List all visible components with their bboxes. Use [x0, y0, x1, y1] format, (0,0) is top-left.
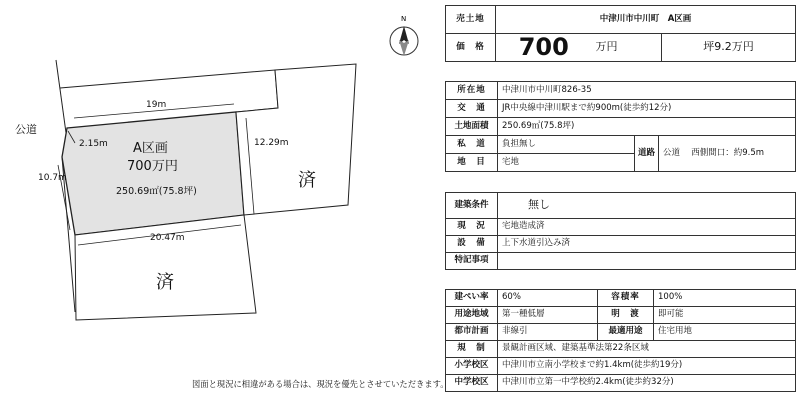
- area-label: 土地面積: [446, 118, 498, 136]
- dim-left-label: 10.7m: [38, 173, 67, 183]
- best-use-label: 最適用途: [598, 324, 654, 341]
- lot-area: 250.69㎡(75.8坪): [116, 186, 197, 197]
- handover-value: 即可能: [654, 307, 796, 324]
- dim-right-label: 12.29m: [254, 138, 289, 148]
- facility-label: 設 備: [446, 236, 498, 253]
- address-value: 中津川市中川町826-35: [498, 82, 796, 100]
- special-notes-label: 特記事項: [446, 253, 498, 270]
- area-value: 250.69㎡(75.8坪): [498, 118, 796, 136]
- road-label: 道路: [635, 136, 659, 172]
- tsubo-price: 坪9.2万円: [662, 34, 796, 62]
- disclaimer-note: 図面と現況に相違がある場合は、現況を優先とさせていただきます。: [192, 379, 449, 389]
- details-table: [445, 81, 796, 172]
- listing-title: 中津川市中川町 A区画: [496, 6, 796, 34]
- header-table: [445, 5, 796, 62]
- address-label: 所在地: [446, 82, 498, 100]
- building-condition-value: 無し: [498, 193, 796, 219]
- price-label: 価 格: [446, 34, 496, 62]
- land-type-value: 宅地: [498, 154, 635, 172]
- road-label: 公道: [15, 123, 37, 136]
- zoning-label: 用途地域: [446, 307, 498, 324]
- elementary-school-value: 中津川市立南小学校まで約1.4km(徒歩約19分): [498, 358, 796, 375]
- handover-label: 明 渡: [598, 307, 654, 324]
- floor-ratio-label: 容積率: [598, 290, 654, 307]
- land-type-label: 地 目: [446, 154, 498, 172]
- transport-label: 交 通: [446, 100, 498, 118]
- private-road-value: 負担無し: [498, 136, 635, 154]
- sold-mark-bottom: 済: [156, 272, 174, 293]
- listing-type-label: 売土地: [446, 6, 496, 34]
- elementary-school-label: 小学校区: [446, 358, 498, 375]
- dim-bottom-label: 20.47m: [150, 233, 185, 243]
- lot-price: 700万円: [127, 159, 178, 174]
- private-road-label: 私 道: [446, 136, 498, 154]
- best-use-value: 住宅用地: [654, 324, 796, 341]
- dim-top-label: 19m: [146, 100, 167, 110]
- current-status-value: 宅地造成済: [498, 219, 796, 236]
- price-value: 700: [518, 33, 569, 62]
- transport-value: JR中央線中津川駅まで約900m(徒歩約12分): [498, 100, 796, 118]
- compass-icon: [385, 12, 425, 62]
- lot-title: A区画: [133, 141, 168, 156]
- coverage-label: 建ぺい率: [446, 290, 498, 307]
- building-condition-label: 建築条件: [446, 193, 498, 219]
- restrictions-value: 景観計画区域、建築基準法第22条区域: [498, 341, 796, 358]
- special-notes-value: [498, 253, 796, 270]
- conditions-table: [445, 192, 796, 270]
- road-edge-line: [56, 60, 67, 140]
- compass-letter: N: [401, 15, 407, 23]
- junior-school-value: 中津川市立第一中学校約2.4km(徒歩約32分): [498, 375, 796, 392]
- facility-value: 上下水道引込み済: [498, 236, 796, 253]
- current-status-label: 現 況: [446, 219, 498, 236]
- price-unit: 万円: [592, 34, 662, 62]
- regulations-table: [445, 289, 796, 392]
- dim-corner-label: 2.15m: [79, 139, 108, 149]
- junior-school-label: 中学校区: [446, 375, 498, 392]
- price-value-cell: [496, 34, 592, 62]
- sold-mark-right: 済: [298, 170, 316, 191]
- coverage-value: 60%: [498, 290, 598, 307]
- top-lot-outline: [60, 70, 278, 112]
- floor-ratio-value: 100%: [654, 290, 796, 307]
- restrictions-label: 規 制: [446, 341, 498, 358]
- planning-label: 都市計画: [446, 324, 498, 341]
- zoning-value: 第一種低層: [498, 307, 598, 324]
- planning-value: 非線引: [498, 324, 598, 341]
- road-value: 公道 西側間口：約9.5m: [659, 136, 796, 172]
